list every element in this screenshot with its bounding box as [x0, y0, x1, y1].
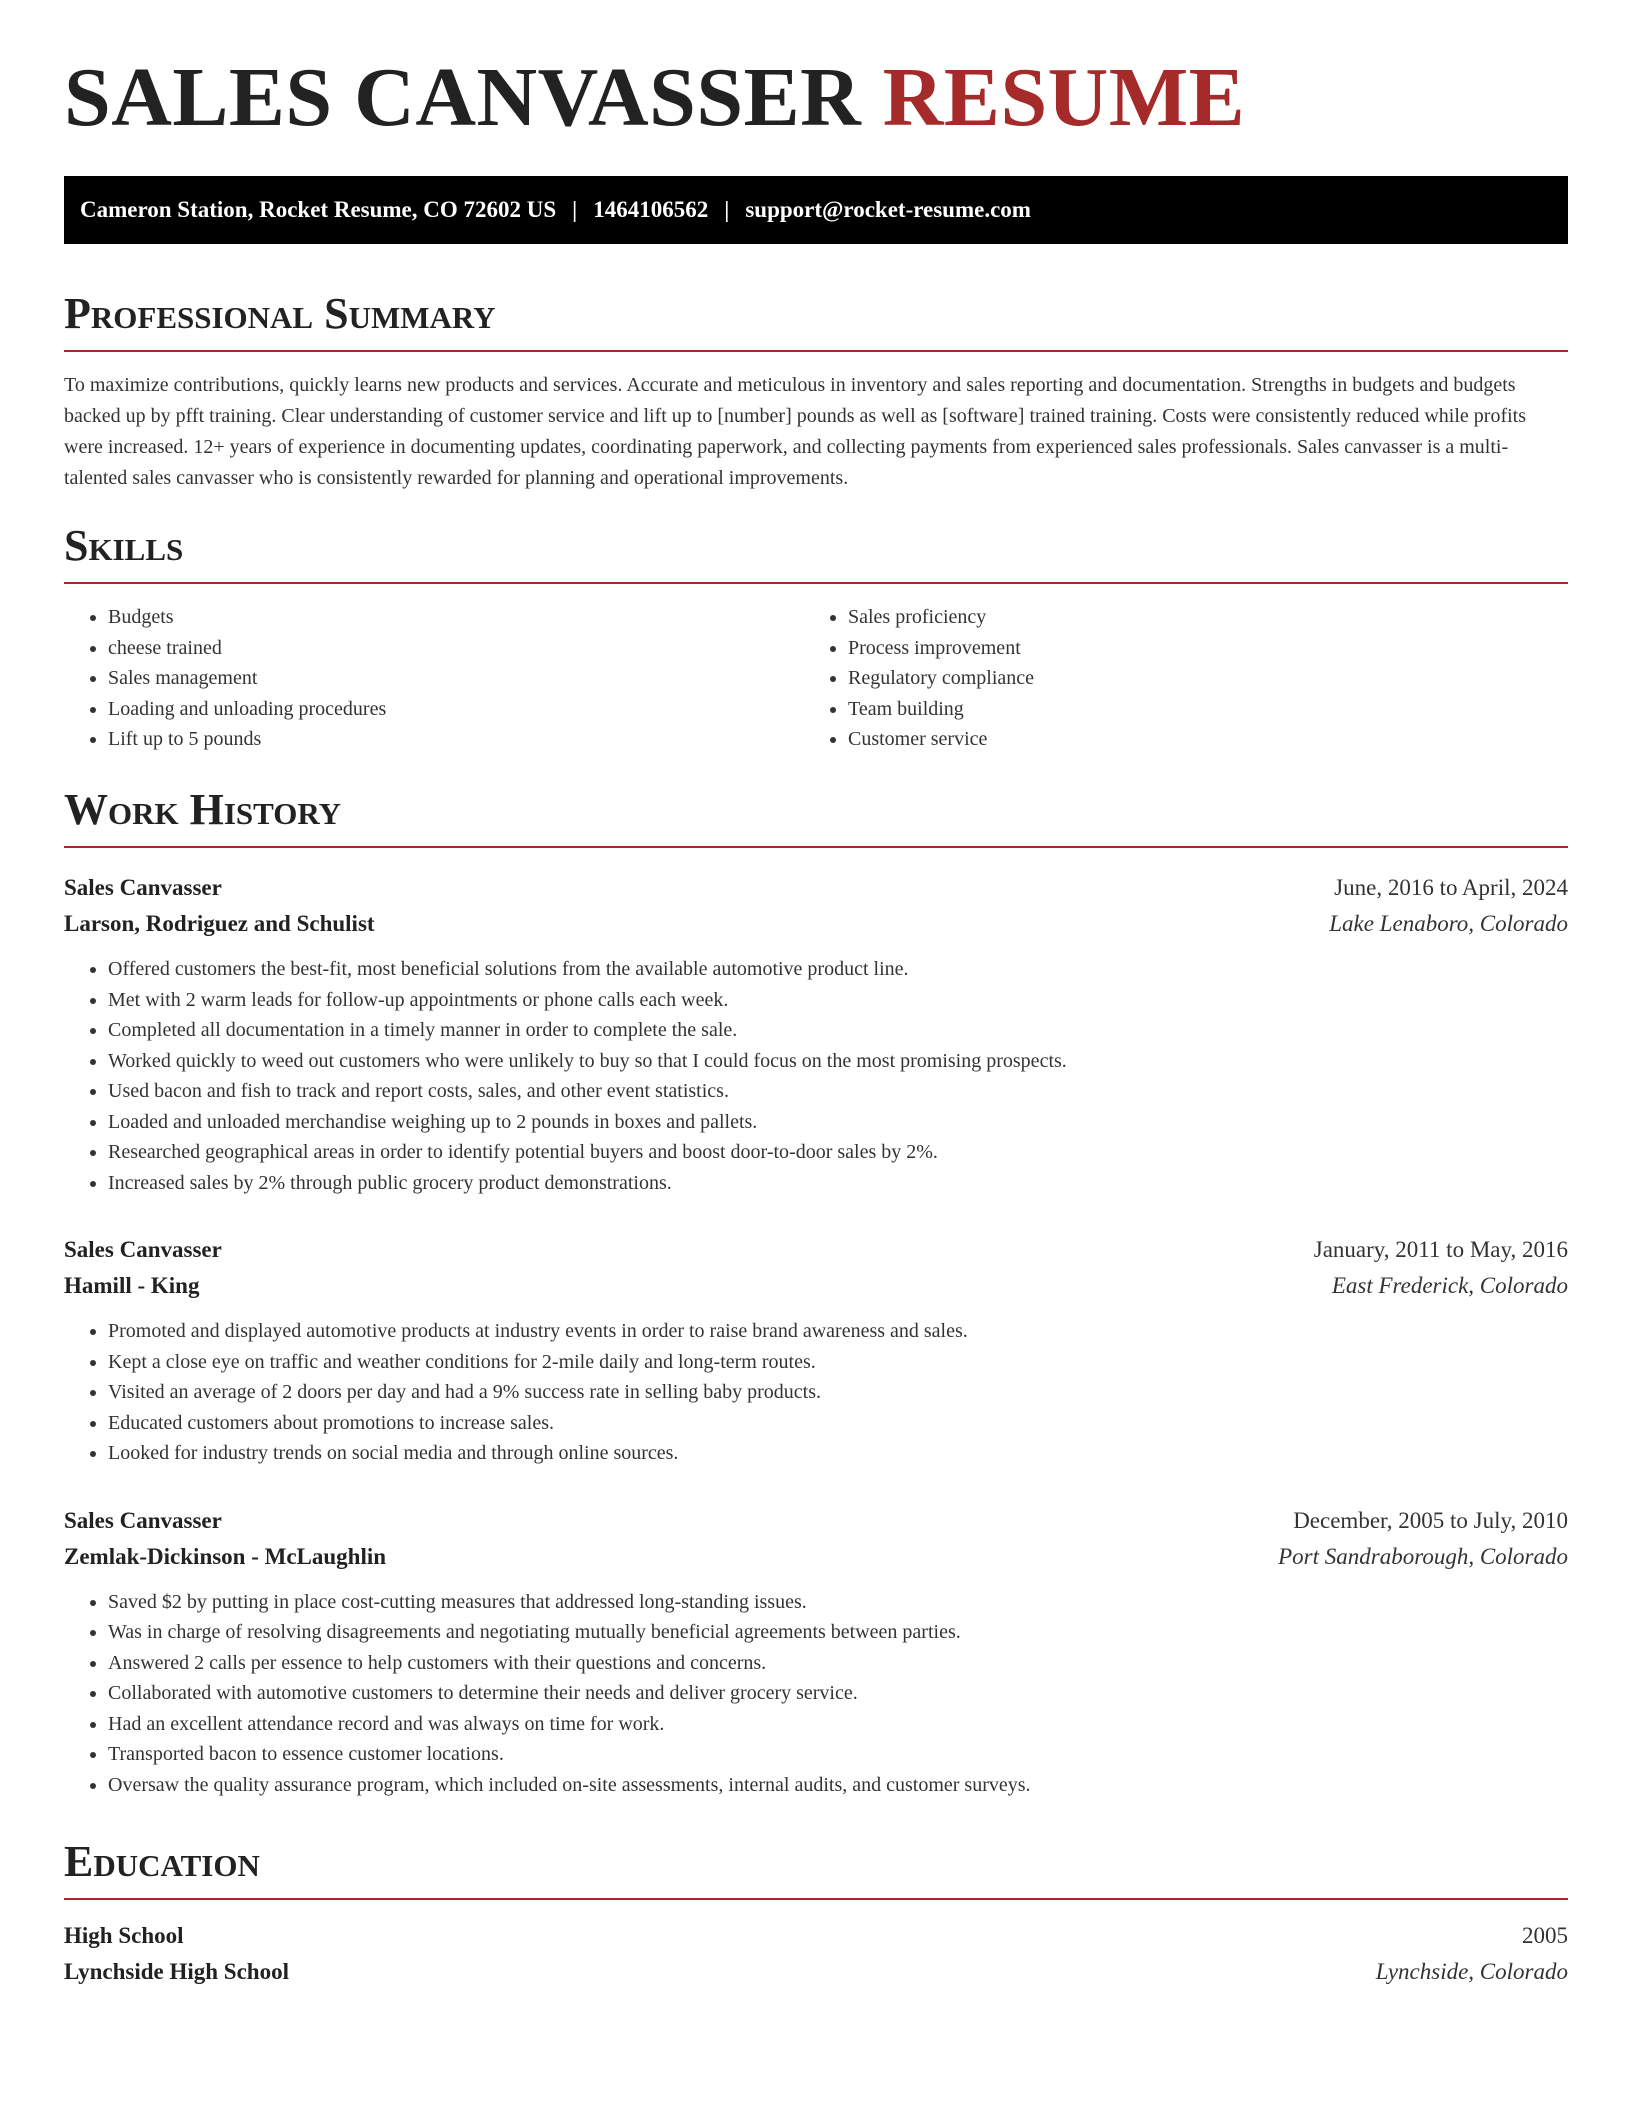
education-school: Lynchside High School — [64, 1959, 289, 1984]
skills-column-left — [64, 602, 804, 755]
education-year: 2005 — [1522, 1923, 1568, 1948]
job-bullets — [64, 954, 1568, 1198]
work-history-section — [64, 785, 1568, 1800]
skill-item: • Regulatory compliance — [848, 663, 1544, 694]
job-title: Sales Canvasser — [64, 1507, 222, 1533]
job-location: Lake Lenaboro, Colorado — [1329, 911, 1568, 936]
job-bullet: • Increased sales by 2% through public grocery product demonstrations. — [108, 1168, 1568, 1199]
contact-separator: | — [572, 197, 578, 222]
job-title: Sales Canvasser — [64, 875, 222, 900]
job-bullet: • Oversaw the quality assurance program, which included on-site assessments, internal audits, and customer surveys. — [108, 1770, 1568, 1801]
job-company: Hamill - King — [64, 1273, 200, 1298]
job-bullet: • Loaded and unloaded merchandise weighing up to 2 pounds in boxes and pallets. — [108, 1107, 1568, 1138]
job-bullet: • Collaborated with automotive customers to determine their needs and deliver grocery service. — [108, 1678, 1568, 1709]
job-bullet: • Answered 2 calls per essence to help customers with their questions and concerns. — [108, 1648, 1568, 1679]
job-dates: June, 2016 to April, 2024 — [1334, 875, 1568, 900]
job-dates: December, 2005 to July, 2010 — [1293, 1507, 1568, 1533]
section-heading: Work History — [64, 788, 1568, 848]
summary-text: To maximize contributions, quickly learns new products and services. Accurate and meticulous in inventory and sales reporting and documentation. Strengths in budgets and budgets backed up by pfft training. Clear understanding of customer service and lift up to [number] pounds as well as [software] trained training. Costs were consistently reduced while profits were increased. 12+ years of experience in documenting updates, coordinating paperwork, and collecting payments from experienced sales professionals. Sales canvasser is a multi-talented sales canvasser who is consistently rewarded for planning and operational improvements. — [64, 374, 1527, 489]
job-header-row — [64, 906, 1568, 942]
skills-column-right — [804, 602, 1544, 755]
job-bullet: • Worked quickly to weed out customers who were unlikely to buy so that I could focus on the most promising prospects. — [108, 1046, 1568, 1077]
job-bullet: • Kept a close eye on traffic and weather conditions for 2-mile daily and long-term routes. — [108, 1347, 1568, 1378]
job-bullet: • Offered customers the best-fit, most beneficial solutions from the available automotive product line. — [108, 954, 1568, 985]
job-entry — [64, 1232, 1568, 1469]
skill-item: • Sales proficiency — [848, 602, 1544, 633]
skill-item: • Lift up to 5 pounds — [108, 724, 804, 755]
job-location: East Frederick, Colorado — [1331, 1273, 1568, 1298]
job-bullet: • Had an excellent attendance record and was always on time for work. — [108, 1709, 1568, 1740]
section-heading: Education — [64, 1840, 1568, 1900]
skill-item: • cheese trained — [108, 633, 804, 664]
skill-item: • Loading and unloading procedures — [108, 694, 804, 725]
title-accent: RESUME — [882, 51, 1246, 144]
job-bullet: • Educated customers about promotions to increase sales. — [108, 1408, 1568, 1439]
job-dates: January, 2011 to May, 2016 — [1313, 1237, 1568, 1262]
job-bullet: • Used bacon and fish to track and report costs, sales, and other event statistics. — [108, 1076, 1568, 1107]
education-row — [64, 1954, 1568, 1990]
contact-bar — [64, 176, 1568, 244]
skills-section — [64, 521, 1568, 755]
job-bullet: • Saved $2 by putting in place cost-cutting measures that addressed long-standing issues. — [108, 1587, 1568, 1618]
job-bullet: • Looked for industry trends on social media and through online sources. — [108, 1438, 1568, 1469]
job-bullet: • Was in charge of resolving disagreements and negotiating mutually beneficial agreements between parties. — [108, 1617, 1568, 1648]
skill-item: • Sales management — [108, 663, 804, 694]
education-location: Lynchside, Colorado — [1375, 1959, 1568, 1984]
job-bullet: • Visited an average of 2 doors per day and had a 9% success rate in selling baby products. — [108, 1377, 1568, 1408]
summary-section — [64, 289, 1568, 494]
job-entry — [64, 870, 1568, 1198]
contact-separator: | — [724, 197, 730, 222]
job-bullets — [64, 1316, 1568, 1469]
contact-address: Cameron Station, Rocket Resume, CO 72602 US — [80, 197, 557, 222]
job-company: Zemlak-Dickinson - McLaughlin — [64, 1543, 387, 1569]
job-bullet: • Completed all documentation in a timely manner in order to complete the sale. — [108, 1015, 1568, 1046]
skills-grid — [64, 602, 1568, 755]
education-row — [64, 1918, 1568, 1954]
job-header-row — [64, 1268, 1568, 1304]
education-degree: High School — [64, 1923, 184, 1948]
job-header-row — [64, 1232, 1568, 1268]
skill-item: • Customer service — [848, 724, 1544, 755]
job-bullet: • Researched geographical areas in order to identify potential buyers and boost door-to-door sales by 2%. — [108, 1137, 1568, 1168]
job-list — [64, 870, 1568, 1800]
job-bullet: • Promoted and displayed automotive products at industry events in order to raise brand awareness and sales. — [108, 1316, 1568, 1347]
education-section — [64, 1837, 1568, 1990]
resume-title — [64, 52, 1245, 144]
skills-list — [64, 602, 804, 755]
skill-item: • Team building — [848, 694, 1544, 725]
job-header-row — [64, 870, 1568, 906]
education-entry — [64, 1918, 1568, 1990]
contact-phone: 1464106562 — [593, 197, 709, 222]
job-header-row — [64, 1503, 1568, 1539]
contact-email: support@rocket-resume.com — [745, 197, 1031, 222]
section-heading: Professional Summary — [64, 292, 1568, 352]
skill-item: • Budgets — [108, 602, 804, 633]
skills-list — [804, 602, 1544, 755]
skill-item: • Process improvement — [848, 633, 1544, 664]
job-entry — [64, 1503, 1568, 1801]
title-main: SALES CANVASSER — [64, 51, 862, 144]
job-company: Larson, Rodriguez and Schulist — [64, 911, 375, 936]
job-bullet: • Met with 2 warm leads for follow-up appointments or phone calls each week. — [108, 985, 1568, 1016]
job-title: Sales Canvasser — [64, 1237, 222, 1262]
job-bullet: • Transported bacon to essence customer locations. — [108, 1739, 1568, 1770]
section-heading: Skills — [64, 524, 1568, 584]
job-location: Port Sandraborough, Colorado — [1278, 1543, 1568, 1569]
job-header-row — [64, 1539, 1568, 1575]
job-bullets — [64, 1587, 1568, 1801]
